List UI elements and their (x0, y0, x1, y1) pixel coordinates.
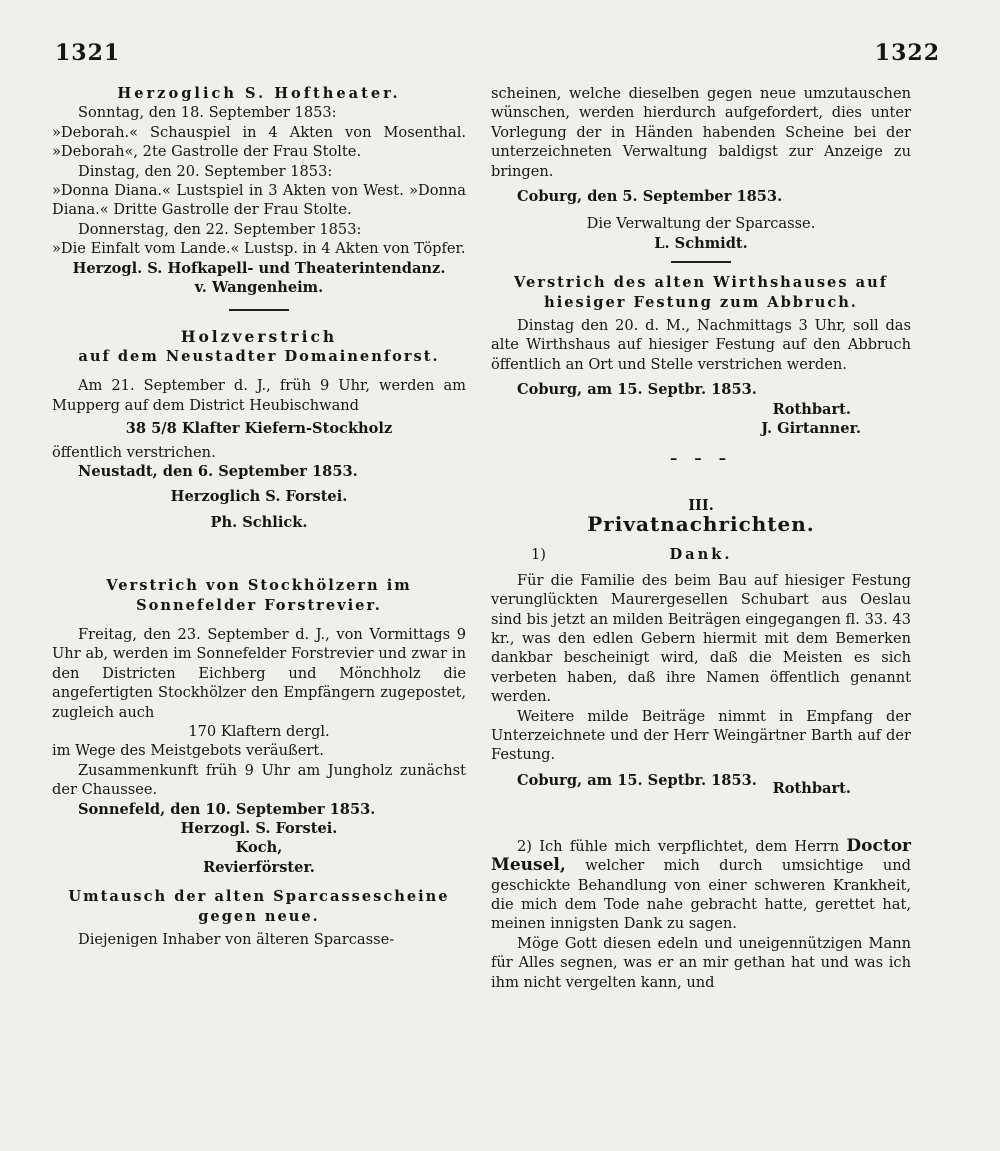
divider (229, 309, 289, 311)
theater-line: »Die Einfalt vom Lande.« Lustsp. in 4 Akten von Töpfer. (52, 240, 466, 258)
dank-number: 1) (531, 545, 546, 563)
wirth-place: Coburg, am 15. Septbr. 1853. (517, 381, 757, 399)
stock-text2: im Wege des Meistgebots veräußert. (52, 742, 324, 760)
stock-amount: 170 Klaftern dergl. (188, 722, 330, 740)
theater-line: »Donna Diana.« Lustspiel in 3 Akten von West. »Donna Diana.« Dritte Gastrolle der Frau Stolte. (52, 182, 466, 219)
dank-heading: Dank. (669, 545, 733, 563)
wirth-signature-name: J. Girtanner. (761, 420, 861, 438)
left-column (52, 84, 466, 949)
dank-footer (491, 771, 911, 797)
stock-signature-name: Koch, (235, 839, 283, 857)
holz-text2: öffentlich verstrichen. (52, 443, 216, 461)
holz-amount: 38 5/8 Klafter Kiefern-Stockholz (125, 420, 393, 438)
holz-text: Am 21. September d. J., früh 9 Uhr, werden am Mupperg auf dem District Heubischwand (52, 377, 466, 414)
divider (671, 261, 731, 263)
notice-2-text2: Möge Gott diesen edeln und uneigennützigen Mann für Alles segnen, was er an mir gethan hat und was ich ihm nicht vergelten kann, und (491, 934, 911, 991)
dank-text2: Weitere milde Beiträge nimmt in Empfang der Unterzeichnete und der Herr Weingärtner Barth auf der Festung. (491, 707, 911, 764)
wirth-text: Dinstag den 20. d. M., Nachmittags 3 Uhr, soll das alte Wirthshaus auf hiesiger Festung auf den Abbruch öffentlich an Ort und Stelle verstrichen werden. (491, 317, 911, 373)
section-dashes: – – – (669, 449, 733, 467)
dank-signature: Rothbart. (772, 779, 851, 797)
umtausch-place: Coburg, den 5. September 1853. (517, 188, 783, 206)
theater-line: Dinstag, den 20. September 1853: (78, 162, 333, 180)
page-number-right: 1322 (874, 40, 940, 66)
theater-heading: Herzoglich S. Hoftheater. (117, 85, 401, 102)
holz-heading: Holzverstrich (180, 327, 338, 347)
notice-2-prefix: 2) Ich fühle mich verpflichtet, dem Herrn (517, 837, 840, 855)
umtausch-text: Diejenigen Inhaber von älteren Sparcasse- (78, 931, 395, 949)
theater-signature-name: v. Wangenheim. (194, 279, 324, 297)
stock-signature: Herzogl. S. Forstei. (180, 820, 338, 837)
wirth-signature: Rothbart. (772, 400, 851, 418)
notice-2-text: welcher mich durch umsichtige und geschickte Behandlung von einer schweren Krankheit, die mich dem Tode nahe gebracht hatte, gerettet hat, meinen innigsten Dank zu sagen. (491, 857, 911, 933)
notice-2-name: Doctor Meusel, (491, 835, 911, 876)
umtausch-signature: Die Verwaltung der Sparcasse. (586, 215, 816, 233)
theater-line: Donnerstag, den 22. September 1853: (78, 220, 362, 238)
theater-line: »Deborah.« Schauspiel in 4 Akten von Mosenthal. »Deborah«, 2te Gastrolle der Frau Stolte. (52, 123, 466, 161)
holz-signature: Herzoglich S. Forstei. (170, 488, 348, 506)
right-column (491, 84, 911, 992)
notice-2 (491, 837, 911, 934)
stock-signature-title: Revierförster. (203, 858, 315, 876)
holz-place: Neustadt, den 6. September 1853. (78, 462, 358, 480)
stock-heading: Verstrich von Stockhölzern im Sonnefelder Forstrevier. (106, 577, 412, 614)
theater-signature: Herzogl. S. Hofkapell- und Theaterintendanz. (72, 259, 446, 277)
theater-line: Sonntag, den 18. September 1853: (78, 104, 337, 122)
dank-place: Coburg, am 15. Septbr. 1853. (517, 771, 757, 789)
holz-signature-name: Ph. Schlick. (210, 513, 308, 531)
umtausch-heading: Umtausch der alten Sparcassescheine gegen neue. (68, 888, 450, 925)
holz-subheading: auf dem Neustadter Domainenforst. (78, 347, 440, 365)
stock-place: Sonnefeld, den 10. September 1853. (78, 800, 376, 818)
wirth-heading: Verstrich des alten Wirthshauses auf hiesiger Festung zum Abbruch. (514, 274, 888, 311)
umtausch-continuation: scheinen, welche dieselben gegen neue umzutauschen wünschen, werden hierdurch aufgefordert, dies unter Vorlegung der in Händen habenden Scheine bei der unterzeichneten Verwaltung baldigst zur Anzeige zu bringen. (491, 85, 911, 180)
stock-text: Freitag, den 23. September d. J., von Vormittags 9 Uhr ab, werden im Sonnefelder Forstrevier und zwar in den Districten Eichberg und Mönchholz die angefertigten Stockhölzer den Empfängern zugepostet, zugleich auch (52, 625, 466, 721)
section-number: III. (688, 496, 714, 514)
dank-text: Für die Familie des beim Bau auf hiesiger Festung verunglückten Maurergesellen Schubart aus Oeslau sind bis jetzt an milden Beiträgen eingegangen fl. 33. 43 kr., was den edlen Gebern hiermit mit dem Bemerken dankbar bescheinigt wird, daß die Meisten es sich verbeten haben, daß ihre Namen öffentlich genannt werden. (491, 571, 911, 706)
section-title: Privatnachrichten. (587, 512, 815, 537)
umtausch-signature-name: L. Schmidt. (654, 234, 748, 252)
page-number-left: 1321 (55, 40, 121, 66)
stock-text3: Zusammenkunft früh 9 Uhr am Jungholz zunächst der Chaussee. (52, 761, 466, 799)
dank-heading-row (491, 545, 911, 567)
